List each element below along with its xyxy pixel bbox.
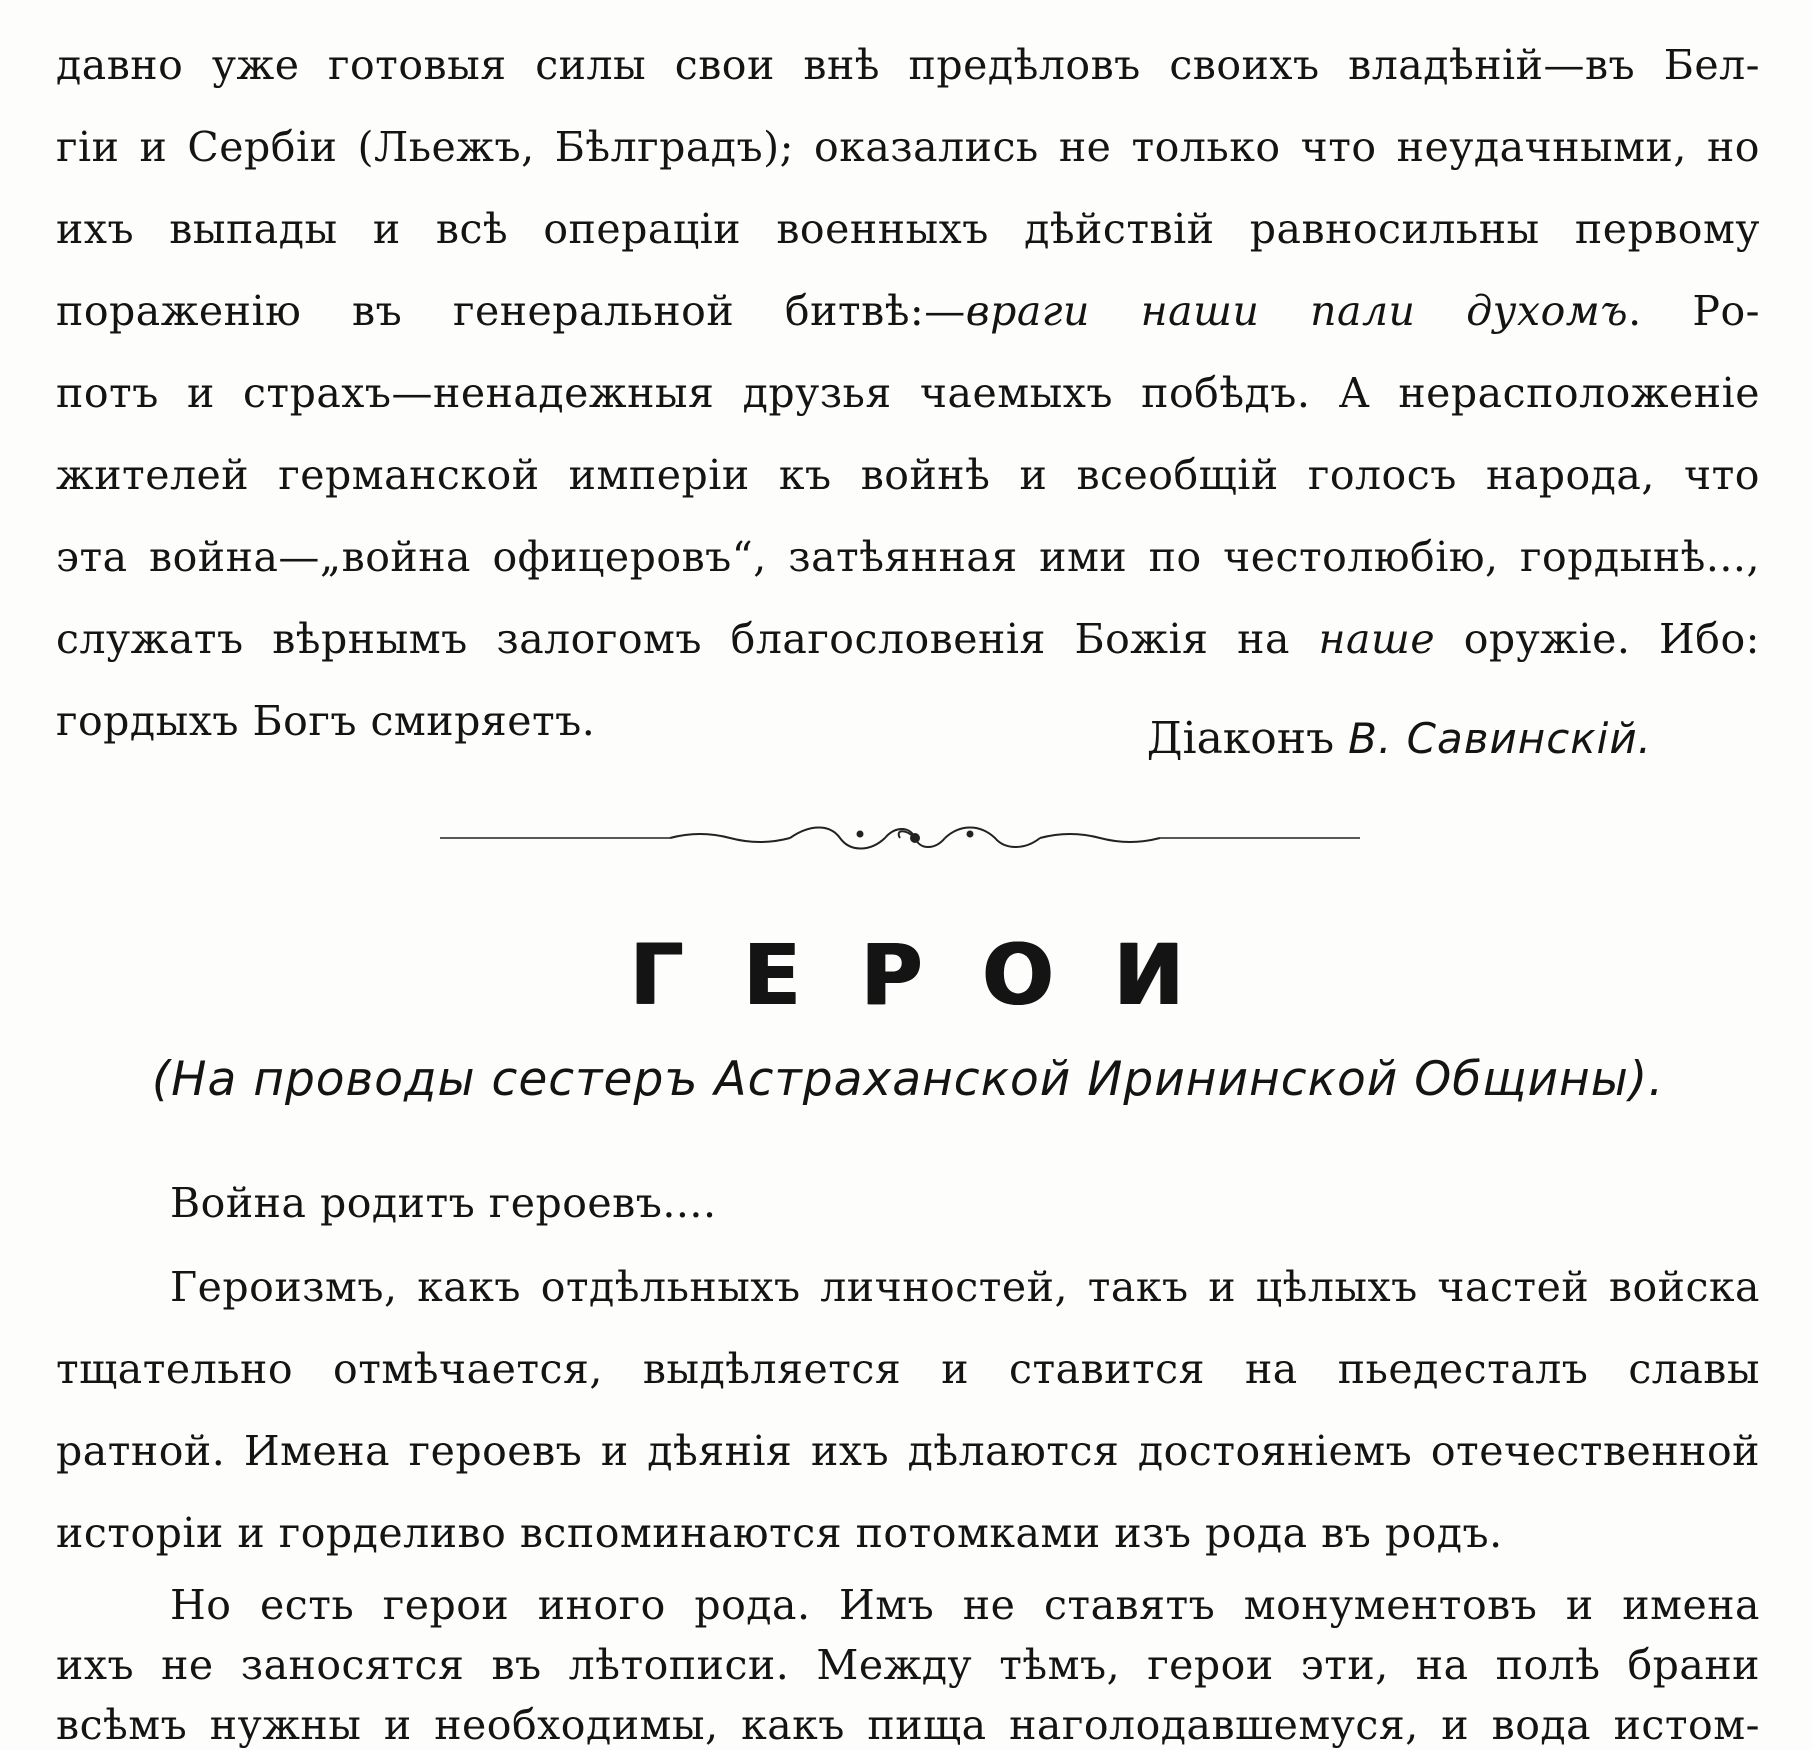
text-line: жителей германской имперіи къ войнѣ и всеобщій голосъ народа, что [56,451,1760,499]
author-signature [1147,712,1652,766]
text-run: оружіе. Ибо: [1435,615,1760,663]
author-name: В. Савинскій. [1348,714,1652,763]
text-line: эта война—„война офицеровъ“, затѣянная ими по честолюбію, гордынѣ..., [56,533,1760,581]
paragraph-line: Героизмъ, какъ отдѣльныхъ личностей, такъ и цѣлыхъ частей войска [170,1263,1760,1311]
paragraph-line: тщательно отмѣчается, выдѣляется и ставится на пьедесталъ славы [56,1345,1760,1393]
paragraph-line: Но есть герои иного рода. Имъ не ставятъ монументовъ и имена [170,1581,1760,1629]
text-line: гордыхъ Богъ смиряетъ. [56,697,596,745]
text-line [56,286,1760,336]
ornament-divider [440,820,1360,856]
text-run: . Ро- [1628,287,1760,335]
paragraph-line: ратной. Имена героевъ и дѣянія ихъ дѣлаются достояніемъ отечественной [56,1427,1760,1475]
text-run: пораженію въ генеральной битвѣ:— [56,287,966,335]
paragraph-line: Война родитъ героевъ.... [170,1179,717,1227]
article-subtitle: (На проводы сестеръ Астраханской Ирининской Общины). [151,1052,1665,1107]
paragraph-line: исторіи и горделиво вспоминаются потомками изъ рода въ родъ. [56,1509,1503,1557]
text-line: ихъ выпады и всѣ операціи военныхъ дѣйствій равносильны первому [56,205,1760,253]
paragraph-line: всѣмъ нужны и необходимы, какъ пища наголодавшемуся, и вода истом- [56,1701,1760,1749]
text-line [56,614,1760,664]
author-title: Діаконъ [1146,713,1335,764]
text-line: гіи и Сербіи (Льежъ, Бѣлградъ); оказались не только что неудачными, но [56,123,1760,171]
paragraph-line: ихъ не заносятся въ лѣтописи. Между тѣмъ, герои эти, на полѣ брани [56,1641,1760,1689]
text-line: давно уже готовыя силы свои внѣ предѣловъ своихъ владѣній—въ Бел- [56,41,1760,89]
emphasized-word: наше [1318,615,1436,663]
emphasized-phrase: враги наши пали духомъ [965,287,1629,335]
article-title: ГЕРОИ [628,926,1244,1024]
text-line: потъ и страхъ—ненадежныя друзья чаемыхъ побѣдъ. А нерасположеніе [56,369,1760,417]
text-run: служатъ вѣрнымъ залогомъ благословенія Божія на [56,615,1319,663]
